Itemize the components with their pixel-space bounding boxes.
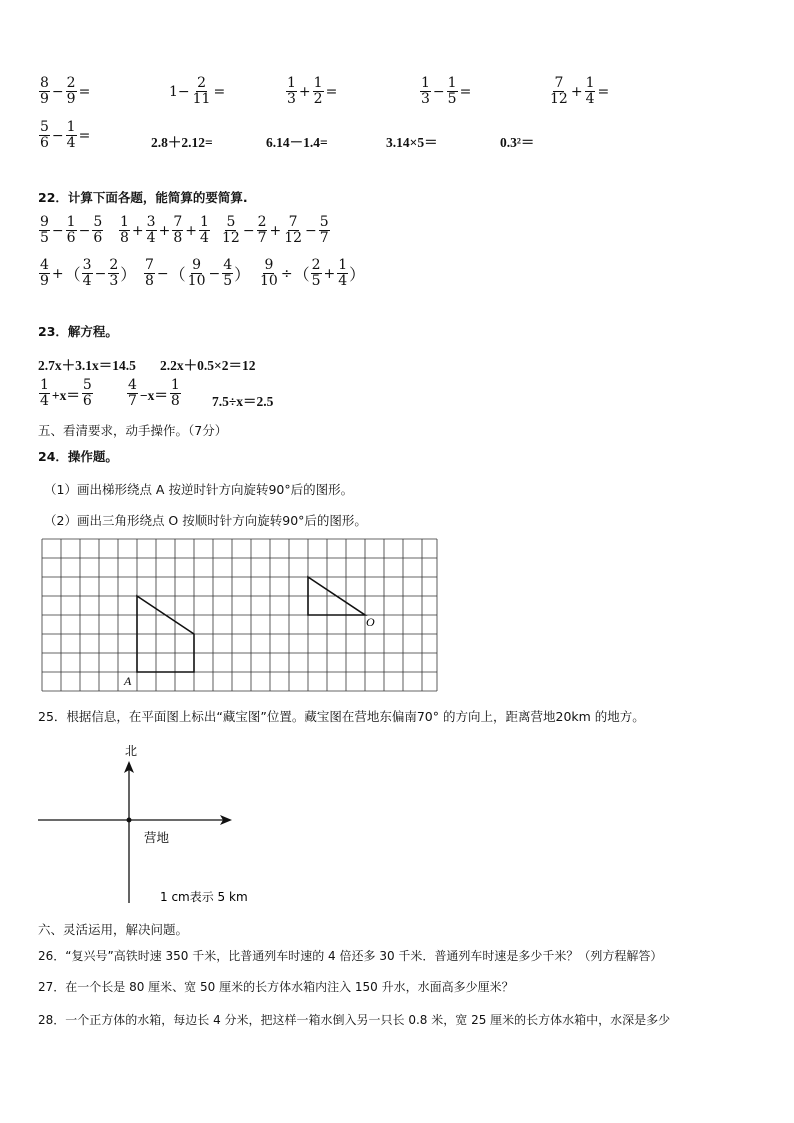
q21-expr-3: $\frac{1}{3}$ + $\frac{1}{2}$ = bbox=[287, 75, 338, 107]
q22-expr-1: $\frac{9}{5}$ − $\frac{1}{6}$ − $\frac{5}{6}$ bbox=[40, 214, 103, 246]
q23-equation-1: 2.7x＋3.1x＝14.5 bbox=[38, 358, 136, 373]
q21-expr-7: 2.8＋2.12= bbox=[151, 135, 213, 150]
q21-expr-8: 6.14－1.4= bbox=[266, 135, 328, 150]
q22-title: 22．计算下面各题，能简算的要简算. bbox=[38, 190, 248, 205]
q23-title: 23．解方程。 bbox=[38, 324, 118, 339]
q24-part-2: （2）画出三角形绕点 O 按顺时针方向旋转90°后的图形。 bbox=[44, 513, 367, 528]
camp-label: 营地 bbox=[144, 830, 170, 845]
q21-expr-1: $\frac{8}{9}$ − $\frac{2}{9}$ = bbox=[40, 75, 91, 107]
q21-expr-2: 1− $\frac{2}{11}$ = bbox=[169, 75, 226, 107]
north-label: 北 bbox=[125, 744, 138, 758]
q25-text: 25．根据信息，在平面图上标出“藏宝图”位置。藏宝图在营地东偏南70° 的方向上，距离营地20km 的地方。 bbox=[38, 709, 645, 724]
scale-label: 1 cm表示 5 km bbox=[160, 890, 248, 904]
q23-equation-4: $\frac{4}{7}$ −x＝ $\frac{1}{8}$ bbox=[128, 377, 180, 409]
camp-point bbox=[127, 818, 132, 823]
q23-equation-3: $\frac{1}{4}$ +x＝ $\frac{5}{6}$ bbox=[40, 377, 92, 409]
q27-text: 27．在一个长是 80 厘米、宽 50 厘米的长方体水箱内注入 150 升水，水面高多少厘米？ bbox=[38, 980, 514, 994]
q21-expr-10: 0.3²＝ bbox=[500, 135, 535, 150]
point-o-label: O bbox=[366, 615, 375, 629]
point-a-label: A bbox=[124, 674, 132, 688]
q21-expr-6: $\frac{5}{6}$ − $\frac{1}{4}$ = bbox=[40, 119, 91, 151]
section-6-heading: 六、灵活运用，解决问题。 bbox=[38, 922, 189, 937]
q22-expr-4: $\frac{4}{9}$ +（ $\frac{3}{4}$ − $\frac{2}{3}$ ） bbox=[40, 257, 137, 289]
q24-title: 24．操作题。 bbox=[38, 449, 118, 464]
q21-expr-5: $\frac{7}{12}$ + $\frac{1}{4}$ = bbox=[550, 75, 610, 107]
q23-equation-2: 2.2x＋0.5×2＝12 bbox=[160, 358, 256, 373]
q28-text: 28．一个正方体的水箱，每边长 4 分米，把这样一箱水倒入另一只长 0.8 米，宽 25 厘米的长方体水箱中，水深是多少 bbox=[38, 1013, 671, 1027]
section-5-heading: 五、看清要求，动手操作。（7分） bbox=[38, 423, 228, 438]
q22-expr-6: $\frac{9}{10}$ ÷（ $\frac{2}{5}$ + $\frac{1}{4}$ ） bbox=[260, 257, 366, 289]
q24-part-1: （1）画出梯形绕点 A 按逆时针方向旋转90°后的图形。 bbox=[44, 482, 354, 497]
q22-expr-2: $\frac{1}{8}$ + $\frac{3}{4}$ + $\frac{7}{8}$ + $\frac{1}{4}$ bbox=[120, 214, 209, 246]
q23-equation-5: 7.5÷x＝2.5 bbox=[212, 394, 274, 409]
q22-expr-5: $\frac{7}{8}$ −（ $\frac{9}{10}$ − $\frac{4}{5}$ ） bbox=[145, 257, 251, 289]
q21-expr-4: $\frac{1}{3}$ − $\frac{1}{5}$ = bbox=[421, 75, 472, 107]
q22-expr-3: $\frac{5}{12}$ − $\frac{2}{7}$ + $\frac{7}{12}$ − $\frac{5}{7}$ bbox=[222, 214, 329, 246]
q21-expr-9: 3.14×5＝ bbox=[386, 135, 438, 150]
q26-text: 26．“复兴号”高铁时速 350 千米，比普通列车时速的 4 倍还多 30 千米．普通列车时速是多少千米？（列方程解答） bbox=[38, 949, 663, 963]
